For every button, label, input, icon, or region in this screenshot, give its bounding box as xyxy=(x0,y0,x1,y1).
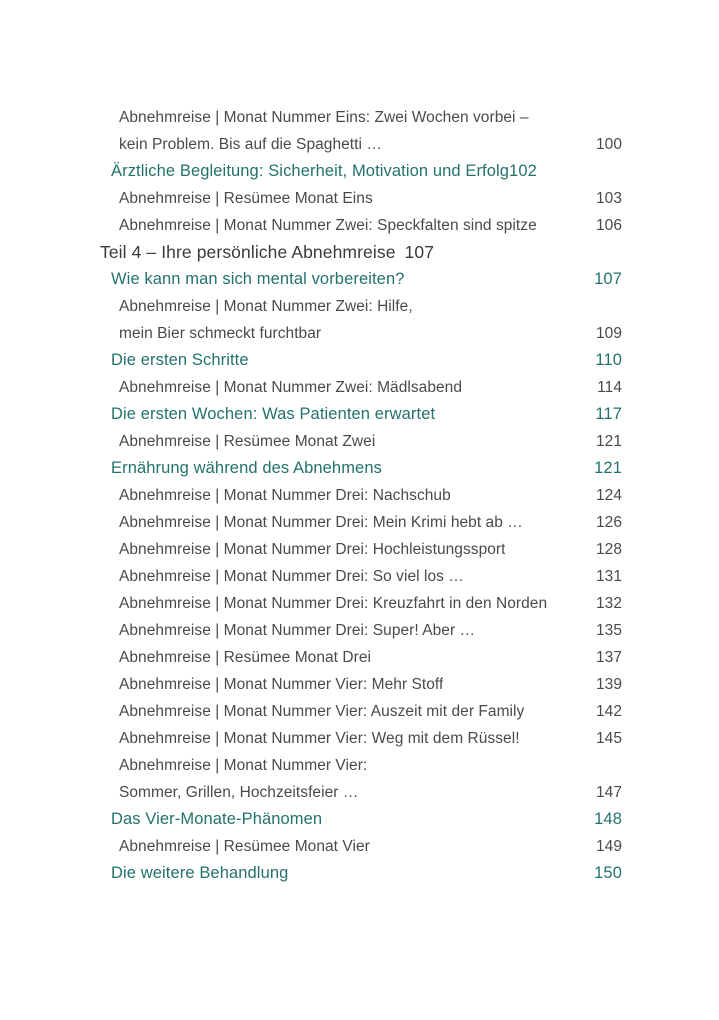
toc-row-label: Abnehmreise | Resümee Monat Zwei xyxy=(119,433,376,450)
toc-row-label: Ernährung während des Abnehmens xyxy=(111,459,382,477)
toc-row-label: Abnehmreise | Monat Nummer Vier: Auszeit mit der Family xyxy=(119,703,525,720)
toc-row-label: Abnehmreise | Monat Nummer Zwei: Mädlsabend xyxy=(119,379,463,396)
toc-page-number: 142 xyxy=(595,703,622,720)
toc-page-number: 147 xyxy=(595,784,622,801)
toc-page-number: 100 xyxy=(595,136,622,153)
toc-row-label: Sommer, Grillen, Hochzeitsfeier … xyxy=(119,784,359,801)
toc-page-number: 106 xyxy=(595,217,622,234)
toc-entry[interactable] xyxy=(0,698,719,725)
toc-entry[interactable] xyxy=(0,374,719,401)
toc-page-number: 107 xyxy=(594,270,622,288)
toc-page-number: 137 xyxy=(595,649,622,666)
toc-page-number: 114 xyxy=(597,379,622,396)
toc-page-number: 131 xyxy=(595,568,622,585)
toc-row-label: Abnehmreise | Monat Nummer Drei: Super! Aber … xyxy=(119,622,476,639)
toc-chapter-heading[interactable] xyxy=(0,347,719,374)
toc-row-label: Teil 4 – Ihre persönliche Abnehmreise xyxy=(100,242,396,262)
toc-page-number: 148 xyxy=(594,810,622,828)
toc-page-number: 132 xyxy=(595,595,622,612)
toc-row-label: Wie kann man sich mental vorbereiten? xyxy=(111,270,405,288)
toc-entry[interactable] xyxy=(0,185,719,212)
toc-entry[interactable] xyxy=(0,482,719,509)
toc-row-label: Abnehmreise | Monat Nummer Drei: So viel los … xyxy=(119,568,464,585)
toc-row-label: Abnehmreise | Monat Nummer Eins: Zwei Wochen vorbei – xyxy=(119,109,529,126)
toc-row-label: Ärztliche Begleitung: Sicherheit, Motivation und Erfolg xyxy=(111,162,510,180)
toc-row-label: Die weitere Behandlung xyxy=(111,864,289,882)
toc-page-number: 124 xyxy=(595,487,622,504)
toc-entry[interactable] xyxy=(0,833,719,860)
toc-row-label: Abnehmreise | Resümee Monat Vier xyxy=(119,838,370,855)
toc-entry[interactable] xyxy=(0,428,719,455)
toc-row-label: Abnehmreise | Resümee Monat Eins xyxy=(119,190,373,207)
toc-page-number: 121 xyxy=(595,433,622,450)
toc-page-number: 139 xyxy=(595,676,622,693)
toc-page-number: 117 xyxy=(595,405,622,423)
toc-page-number: 107 xyxy=(404,242,435,262)
toc-page-number: 145 xyxy=(595,730,622,747)
toc-entry[interactable] xyxy=(0,212,719,239)
table-of-contents xyxy=(0,104,719,887)
toc-entry[interactable] xyxy=(0,752,719,779)
toc-chapter-heading[interactable] xyxy=(0,806,719,833)
toc-row-label: Abnehmreise | Monat Nummer Drei: Nachschub xyxy=(119,487,451,504)
toc-row-label: Die ersten Wochen: Was Patienten erwartet xyxy=(111,405,436,423)
toc-chapter-heading[interactable] xyxy=(0,455,719,482)
toc-part-heading[interactable] xyxy=(0,239,719,266)
toc-row-label: Abnehmreise | Monat Nummer Drei: Mein Krimi hebt ab … xyxy=(119,514,523,531)
toc-entry[interactable] xyxy=(0,725,719,752)
toc-entry[interactable] xyxy=(0,509,719,536)
toc-row-label: Abnehmreise | Monat Nummer Vier: xyxy=(119,757,368,774)
toc-row-label: Abnehmreise | Resümee Monat Drei xyxy=(119,649,372,666)
toc-row-label: Das Vier-Monate-Phänomen xyxy=(111,810,323,828)
toc-entry[interactable] xyxy=(0,617,719,644)
toc-row-label: Abnehmreise | Monat Nummer Drei: Hochleistungssport xyxy=(119,541,506,558)
toc-entry[interactable] xyxy=(0,671,719,698)
toc-chapter-heading[interactable] xyxy=(0,266,719,293)
toc-page-number: 128 xyxy=(595,541,622,558)
toc-page-number: 109 xyxy=(595,325,622,342)
toc-entry[interactable] xyxy=(0,293,719,320)
toc-row-label: Abnehmreise | Monat Nummer Drei: Kreuzfahrt in den Norden xyxy=(119,595,548,612)
toc-page-number: 150 xyxy=(594,864,622,882)
toc-chapter-heading[interactable] xyxy=(0,158,719,185)
toc-page-number: 126 xyxy=(595,514,622,531)
toc-row-label: Die ersten Schritte xyxy=(111,351,249,369)
toc-row-label: Abnehmreise | Monat Nummer Vier: Mehr Stoff xyxy=(119,676,444,693)
toc-page-number: 110 xyxy=(595,351,622,369)
toc-row-label: Abnehmreise | Monat Nummer Vier: Weg mit dem Rüssel! xyxy=(119,730,520,747)
toc-entry[interactable] xyxy=(0,320,719,347)
toc-row-label: Abnehmreise | Monat Nummer Zwei: Speckfalten sind spitze xyxy=(119,217,537,234)
toc-entry[interactable] xyxy=(0,104,719,131)
toc-entry[interactable] xyxy=(0,590,719,617)
toc-entry[interactable] xyxy=(0,644,719,671)
toc-entry[interactable] xyxy=(0,131,719,158)
toc-entry[interactable] xyxy=(0,779,719,806)
toc-entry[interactable] xyxy=(0,563,719,590)
toc-chapter-heading[interactable] xyxy=(0,860,719,887)
toc-entry[interactable] xyxy=(0,536,719,563)
toc-page-number: 149 xyxy=(595,838,622,855)
toc-row-label: kein Problem. Bis auf die Spaghetti … xyxy=(119,136,382,153)
toc-page-number: 121 xyxy=(594,459,622,477)
toc-page-number: 102 xyxy=(509,162,537,180)
toc-page-number: 135 xyxy=(595,622,622,639)
toc-row-label: Abnehmreise | Monat Nummer Zwei: Hilfe, xyxy=(119,298,413,315)
toc-chapter-heading[interactable] xyxy=(0,401,719,428)
toc-page-number: 103 xyxy=(595,190,622,207)
toc-row-label: mein Bier schmeckt furchtbar xyxy=(119,325,322,342)
